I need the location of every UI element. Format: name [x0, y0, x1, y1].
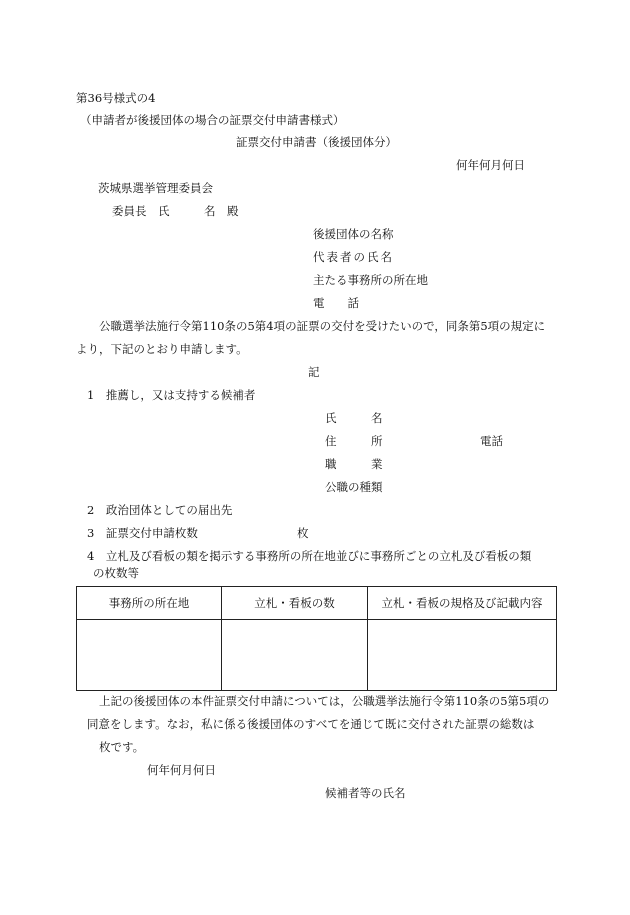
table-cell-sign-count — [222, 620, 368, 691]
org-name-label: 後援団体の名称 — [313, 227, 394, 241]
table-cell-sign-spec — [368, 620, 557, 691]
candidate-address-label: 住 所 — [325, 434, 383, 448]
candidate-office-type-label: 公職の種類 — [325, 480, 383, 494]
application-date: 何年何月何日 — [456, 158, 525, 172]
consent-date: 何年何月何日 — [147, 763, 216, 777]
item-4-line-2: の枚数等 — [93, 566, 139, 580]
candidate-name-label: 氏 名 — [325, 411, 383, 425]
phone-label: 電 話 — [313, 296, 359, 310]
item-3: 3 証票交付申請枚数 — [87, 526, 198, 540]
document-title: 証票交付申請書（後援団体分） — [236, 135, 397, 149]
consent-line-1: 上記の後援団体の本件証票交付申請については，公職選挙法施行令第110条の5第5項の — [99, 694, 550, 708]
candidate-phone-label: 電話 — [480, 434, 503, 448]
table-header-sign-count: 立札・看板の数 — [222, 587, 368, 620]
item-3-unit: 枚 — [297, 526, 309, 540]
table-header-office-address: 事務所の所在地 — [77, 587, 222, 620]
office-sign-table — [76, 586, 557, 691]
consent-line-3: 枚です。 — [99, 740, 145, 754]
rep-name-label: 代表者の氏名 — [313, 250, 394, 264]
item-4-line-1: 4 立札及び看板の類を掲示する事務所の所在地並びに事務所ごとの立札及び看板の類 — [87, 549, 532, 563]
office-address-label: 主たる事務所の所在地 — [313, 273, 428, 287]
table-cell-office-address — [77, 620, 222, 691]
candidate-signature-label: 候補者等の氏名 — [325, 786, 406, 800]
chair-name: 委員長 氏 名 殿 — [112, 204, 239, 218]
consent-line-2: 同意をします。なお，私に係る後援団体のすべてを通じて既に交付された証票の総数は — [87, 717, 535, 731]
committee-name: 茨城県選挙管理委員会 — [98, 181, 213, 195]
body-line-1: 公職選挙法施行令第110条の5第4項の証票の交付を受けたいので，同条第5項の規定に — [99, 319, 546, 333]
item-2: 2 政治団体としての届出先 — [87, 503, 233, 517]
ki-heading: 記 — [308, 365, 320, 379]
form-number: 第36号様式の4 — [76, 91, 156, 105]
candidate-occupation-label: 職 業 — [325, 457, 383, 471]
table-row — [77, 620, 557, 691]
body-line-2: より，下記のとおり申請します。 — [76, 342, 248, 356]
table-header-row — [77, 587, 557, 620]
form-subtitle: （申請者が後援団体の場合の証票交付申請書様式） — [80, 113, 345, 127]
item-1: 1 推薦し，又は支持する候補者 — [87, 388, 256, 402]
table-header-sign-spec: 立札・看板の規格及び記載内容 — [368, 587, 557, 620]
